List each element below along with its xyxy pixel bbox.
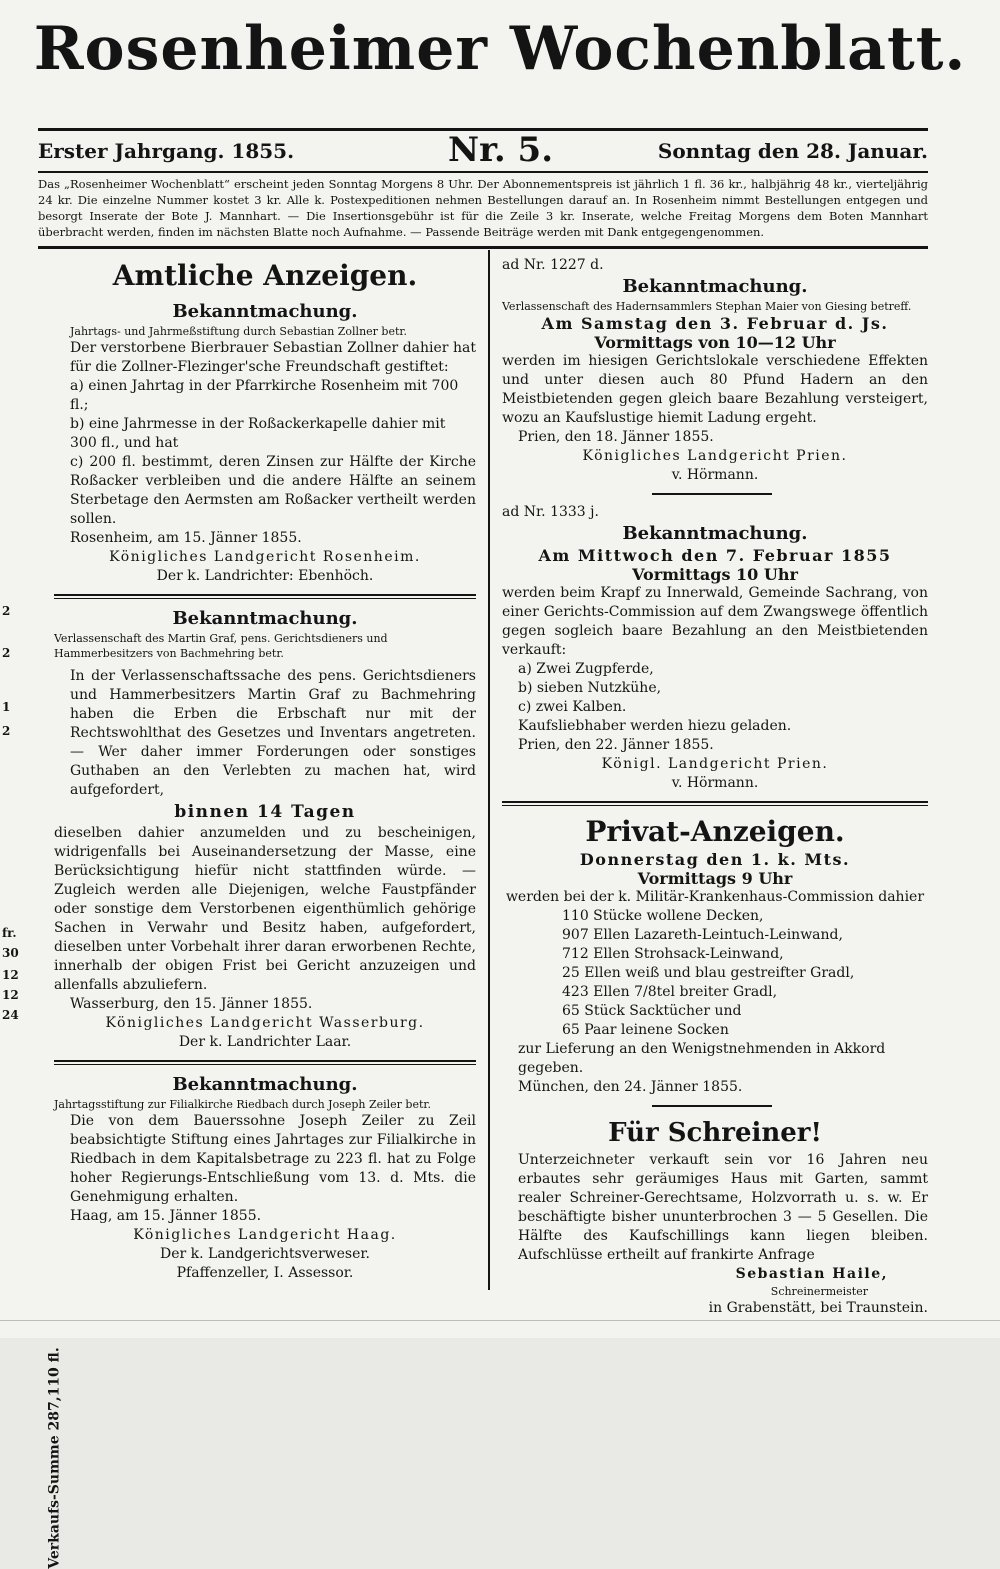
left-margin-strip	[0, 250, 63, 1569]
supply-item: 423 Ellen 7/8tel breiter Gradl,	[562, 984, 778, 1000]
subscription-notice: Das „Rosenheimer Wochenblatt“ erscheint jeden Sonntag Morgens 8 Uhr. Der Abonnementspreis ist jährlich 1 fl. 36 kr., halbjährig 48 kr., vierteljährig 24 kr. Die einzelne Nummer kostet 3 kr. Alle k. Postexpeditionen nehmen Bestellungen darauf an. In Rosenheim nimmt Bestellungen entgegen und besorgt Inserate der Bote J. Mannhart. — Die Insertionsgebühr ist für die Zeile 3 kr. Inserate, welche Freitag Morgens dem Boten Mannhart überbracht werden, finden im nächsten Blatte noch Aufnahme. — Passende Beiträge werden mit Dank entgegengenommen.	[38, 177, 928, 239]
list-item: b) eine Jahrmesse in der Roßackerkapelle dahier mit 300 fl., und hat	[70, 416, 446, 451]
place-date: Wasserburg, den 15. Jänner 1855.	[70, 996, 313, 1012]
section-title-official: Amtliche Anzeigen.	[112, 259, 418, 292]
supply-item: 65 Stück Sacktücher und	[562, 1003, 742, 1019]
list-item: b) sieben Nutzkühe,	[518, 680, 662, 696]
notice-text: In der Verlassenschaftssache des pens. Gerichtsdieners und Hammerbesitzers Martin Graf zu Bachmehring haben die Erben die Erbschaft nur mit der Rechtswohlthat des Gesetzes und Inventars angetreten. — Wer daher immer Forderungen oder sonstiges Guthaben an den Verlebten zu machen hat, wird aufgefordert,	[70, 668, 476, 798]
advert-heading: Für Schreiner!	[608, 1118, 822, 1148]
vertical-sum-label: Verkaufs-Summe 287,110 fl.	[46, 1347, 63, 1569]
margin-number: 12	[2, 968, 19, 982]
invitation-line: Kaufsliebhaber werden hiezu geladen.	[518, 718, 792, 734]
short-separator	[652, 1105, 772, 1107]
court-name: Königliches Landgericht Prien.	[582, 448, 848, 464]
signature: Der k. Landrichter: Ebenhöch.	[156, 568, 374, 584]
place-date: Haag, am 15. Jänner 1855.	[70, 1208, 262, 1224]
notice-subject: Verlassenschaft des Hadernsammlers Stephan Maier von Giesing betreff.	[502, 300, 912, 313]
signature: v. Hörmann.	[671, 467, 759, 483]
signature: Der k. Landrichter Laar.	[178, 1034, 352, 1050]
supply-item: 712 Ellen Strohsack-Leinwand,	[562, 946, 784, 962]
place-date: München, den 24. Jänner 1855.	[518, 1079, 743, 1095]
notice-subject: Jahrtagsstiftung zur Filialkirche Riedbach durch Joseph Zeiler betr.	[54, 1098, 431, 1111]
notice-heading: Bekanntmachung.	[622, 523, 808, 544]
notice-text: dieselben dahier anzumelden und zu bescheinigen, widrigenfalls bei Auseinandersetzung der Masse, eine Berücksichtigung hiefür nicht stattfinden würde. — Zugleich werden alle Diejenigen, welche Faustpfänder oder sonstige dem Verstorbenen eigenthümlich gehörige Sachen in Verwahr und Besitz haben, aufgefordert, dieselben unter Vorbehalt ihrer daran erworbenen Rechte, innerhalb der obigen Frist bei Gericht anzuzeigen und allenfalls abzuliefern.	[54, 825, 476, 993]
notice-subject: Verlassenschaft des Martin Graf, pens. Gerichtsdieners und Hammerbesitzers von Bachmehring betr.	[54, 632, 388, 660]
notice-heading: Bekanntmachung.	[172, 301, 358, 322]
supply-item: 907 Ellen Lazareth-Leintuch-Leinwand,	[562, 927, 843, 943]
notice-text: werden beim Krapf zu Innerwald, Gemeinde Sachrang, von einer Gerichts-Commission auf dem Zwangswege öffentlich gegen sogleich baare Bezahlung an den Meistbietenden verkauft:	[502, 585, 928, 658]
separator	[502, 801, 928, 806]
margin-number: 1	[2, 700, 11, 714]
notice-text: Die von dem Bauerssohne Joseph Zeiler zu Zeil beabsichtigte Stiftung eines Jahrtages zur Filialkirche in Riedbach in dem Kapitalsbetrage zu 223 fl. hat zu Folge hoher Regierungs-Entschließung vom 13. d. Mts. die Genehmigung erhalten.	[70, 1113, 476, 1205]
supply-item: 25 Ellen weiß und blau gestreifter Gradl,	[562, 965, 855, 981]
delivery-time: Vormittags 9 Uhr	[637, 869, 793, 888]
place-date: Rosenheim, am 15. Jänner 1855.	[70, 530, 302, 546]
notice-text: werden bei der k. Militär-Krankenhaus-Commission dahier	[505, 889, 925, 905]
court-name: Königliches Landgericht Rosenheim.	[109, 549, 421, 565]
column-rule	[488, 250, 490, 1290]
advert-text: Unterzeichneter verkauft sein vor 16 Jahren neu erbautes sehr geräumiges Haus mit Garten, sammt realer Schreiner-Gerechtsame, Holzvorrath u. s. w. Er beschäftigte bisher ununterbrochen 3 — 5 Gesellen. Die Hälfte des Kaufschillings kann liegen bleiben. Aufschlüsse ertheilt auf frankirte Anfrage	[518, 1152, 928, 1263]
notice-subject: Jahrtags- und Jahrmeßstiftung durch Sebastian Zollner betr.	[70, 325, 407, 338]
separator	[54, 1060, 476, 1065]
court-name: Königliches Landgericht Wasserburg.	[105, 1015, 425, 1031]
signature: Der k. Landgerichtsverweser.	[160, 1246, 370, 1262]
court-name: Königliches Landgericht Haag.	[133, 1227, 397, 1243]
issue-number: Nr. 5.	[448, 130, 554, 170]
place-date: Prien, den 18. Jänner 1855.	[518, 429, 714, 445]
advertiser-trade: Schreinermeister	[770, 1285, 868, 1298]
auction-time: Vormittags von 10—12 Uhr	[594, 333, 836, 352]
delivery-date: Donnerstag den 1. k. Mts.	[579, 850, 851, 869]
reference-number: ad Nr. 1227 d.	[502, 257, 604, 273]
margin-number: 12	[2, 988, 19, 1002]
margin-number: 2	[2, 724, 11, 738]
notice-heading: Bekanntmachung.	[172, 608, 358, 629]
list-item: c) 200 fl. bestimmt, deren Zinsen zur Hälfte der Kirche Roßacker verbleiben und die andere Hälfte an seinem Sterbetage den Aermsten am Roßacker vertheilt werden sollen.	[70, 454, 476, 527]
list-item: c) zwei Kalben.	[518, 699, 627, 715]
notice-text: werden im hiesigen Gerichtslokale verschiedene Effekten und unter diesen auch 80 Pfund Hadern an den Meistbietenden gegen gleich baare Bezahlung versteigert, wozu an Kaufslustige hiemit Ladung ergeht.	[502, 353, 928, 426]
margin-number: 24	[2, 1008, 19, 1022]
margin-number: 30	[2, 946, 19, 960]
supply-item: 65 Paar leinene Socken	[562, 1022, 729, 1038]
dateline	[38, 128, 928, 173]
volume-year: Erster Jahrgang. 1855.	[38, 139, 295, 163]
margin-number: fr.	[2, 926, 17, 940]
signature: v. Hörmann.	[671, 775, 759, 791]
header-rule	[38, 246, 928, 249]
auction-time: Vormittags 10 Uhr	[632, 565, 798, 584]
advertiser-name: Sebastian Haile,	[735, 1266, 888, 1282]
reference-number: ad Nr. 1333 j.	[502, 504, 599, 520]
right-column	[502, 256, 928, 1318]
masthead-title: Rosenheimer Wochenblatt.	[33, 14, 967, 84]
list-item: a) einen Jahrtag in der Pfarrkirche Rosenheim mit 700 fl.;	[70, 378, 459, 413]
notice-text: Der verstorbene Bierbrauer Sebastian Zollner dahier hat für die Zollner-Flezinger'sche Freundschaft gestiftet:	[70, 340, 476, 375]
margin-number: 2	[2, 604, 11, 618]
left-column	[54, 258, 476, 1283]
deadline: binnen 14 Tagen	[174, 802, 356, 822]
place-date: Prien, den 22. Jänner 1855.	[518, 737, 714, 753]
section-title-private: Privat-Anzeigen.	[585, 815, 845, 848]
notice-heading: Bekanntmachung.	[622, 276, 808, 297]
short-separator	[652, 493, 772, 495]
auction-date: Am Mittwoch den 7. Februar 1855	[538, 546, 892, 565]
signature: Pfaffenzeller, I. Assessor.	[176, 1265, 354, 1281]
notice-text: zur Lieferung an den Wenigstnehmenden in Akkord gegeben.	[518, 1041, 886, 1076]
notice-heading: Bekanntmachung.	[172, 1074, 358, 1095]
list-item: a) Zwei Zugpferde,	[518, 661, 654, 677]
court-name: Königl. Landgericht Prien.	[601, 756, 829, 772]
margin-number: 2	[2, 646, 11, 660]
issue-date: Sonntag den 28. Januar.	[657, 139, 928, 163]
auction-date: Am Samstag den 3. Februar d. Js.	[541, 314, 889, 333]
separator	[54, 594, 476, 599]
supply-item: 110 Stücke wollene Decken,	[562, 908, 764, 924]
page-bottom-edge	[0, 1320, 1000, 1321]
advertiser-town: in Grabenstätt, bei Traunstein.	[708, 1300, 928, 1316]
